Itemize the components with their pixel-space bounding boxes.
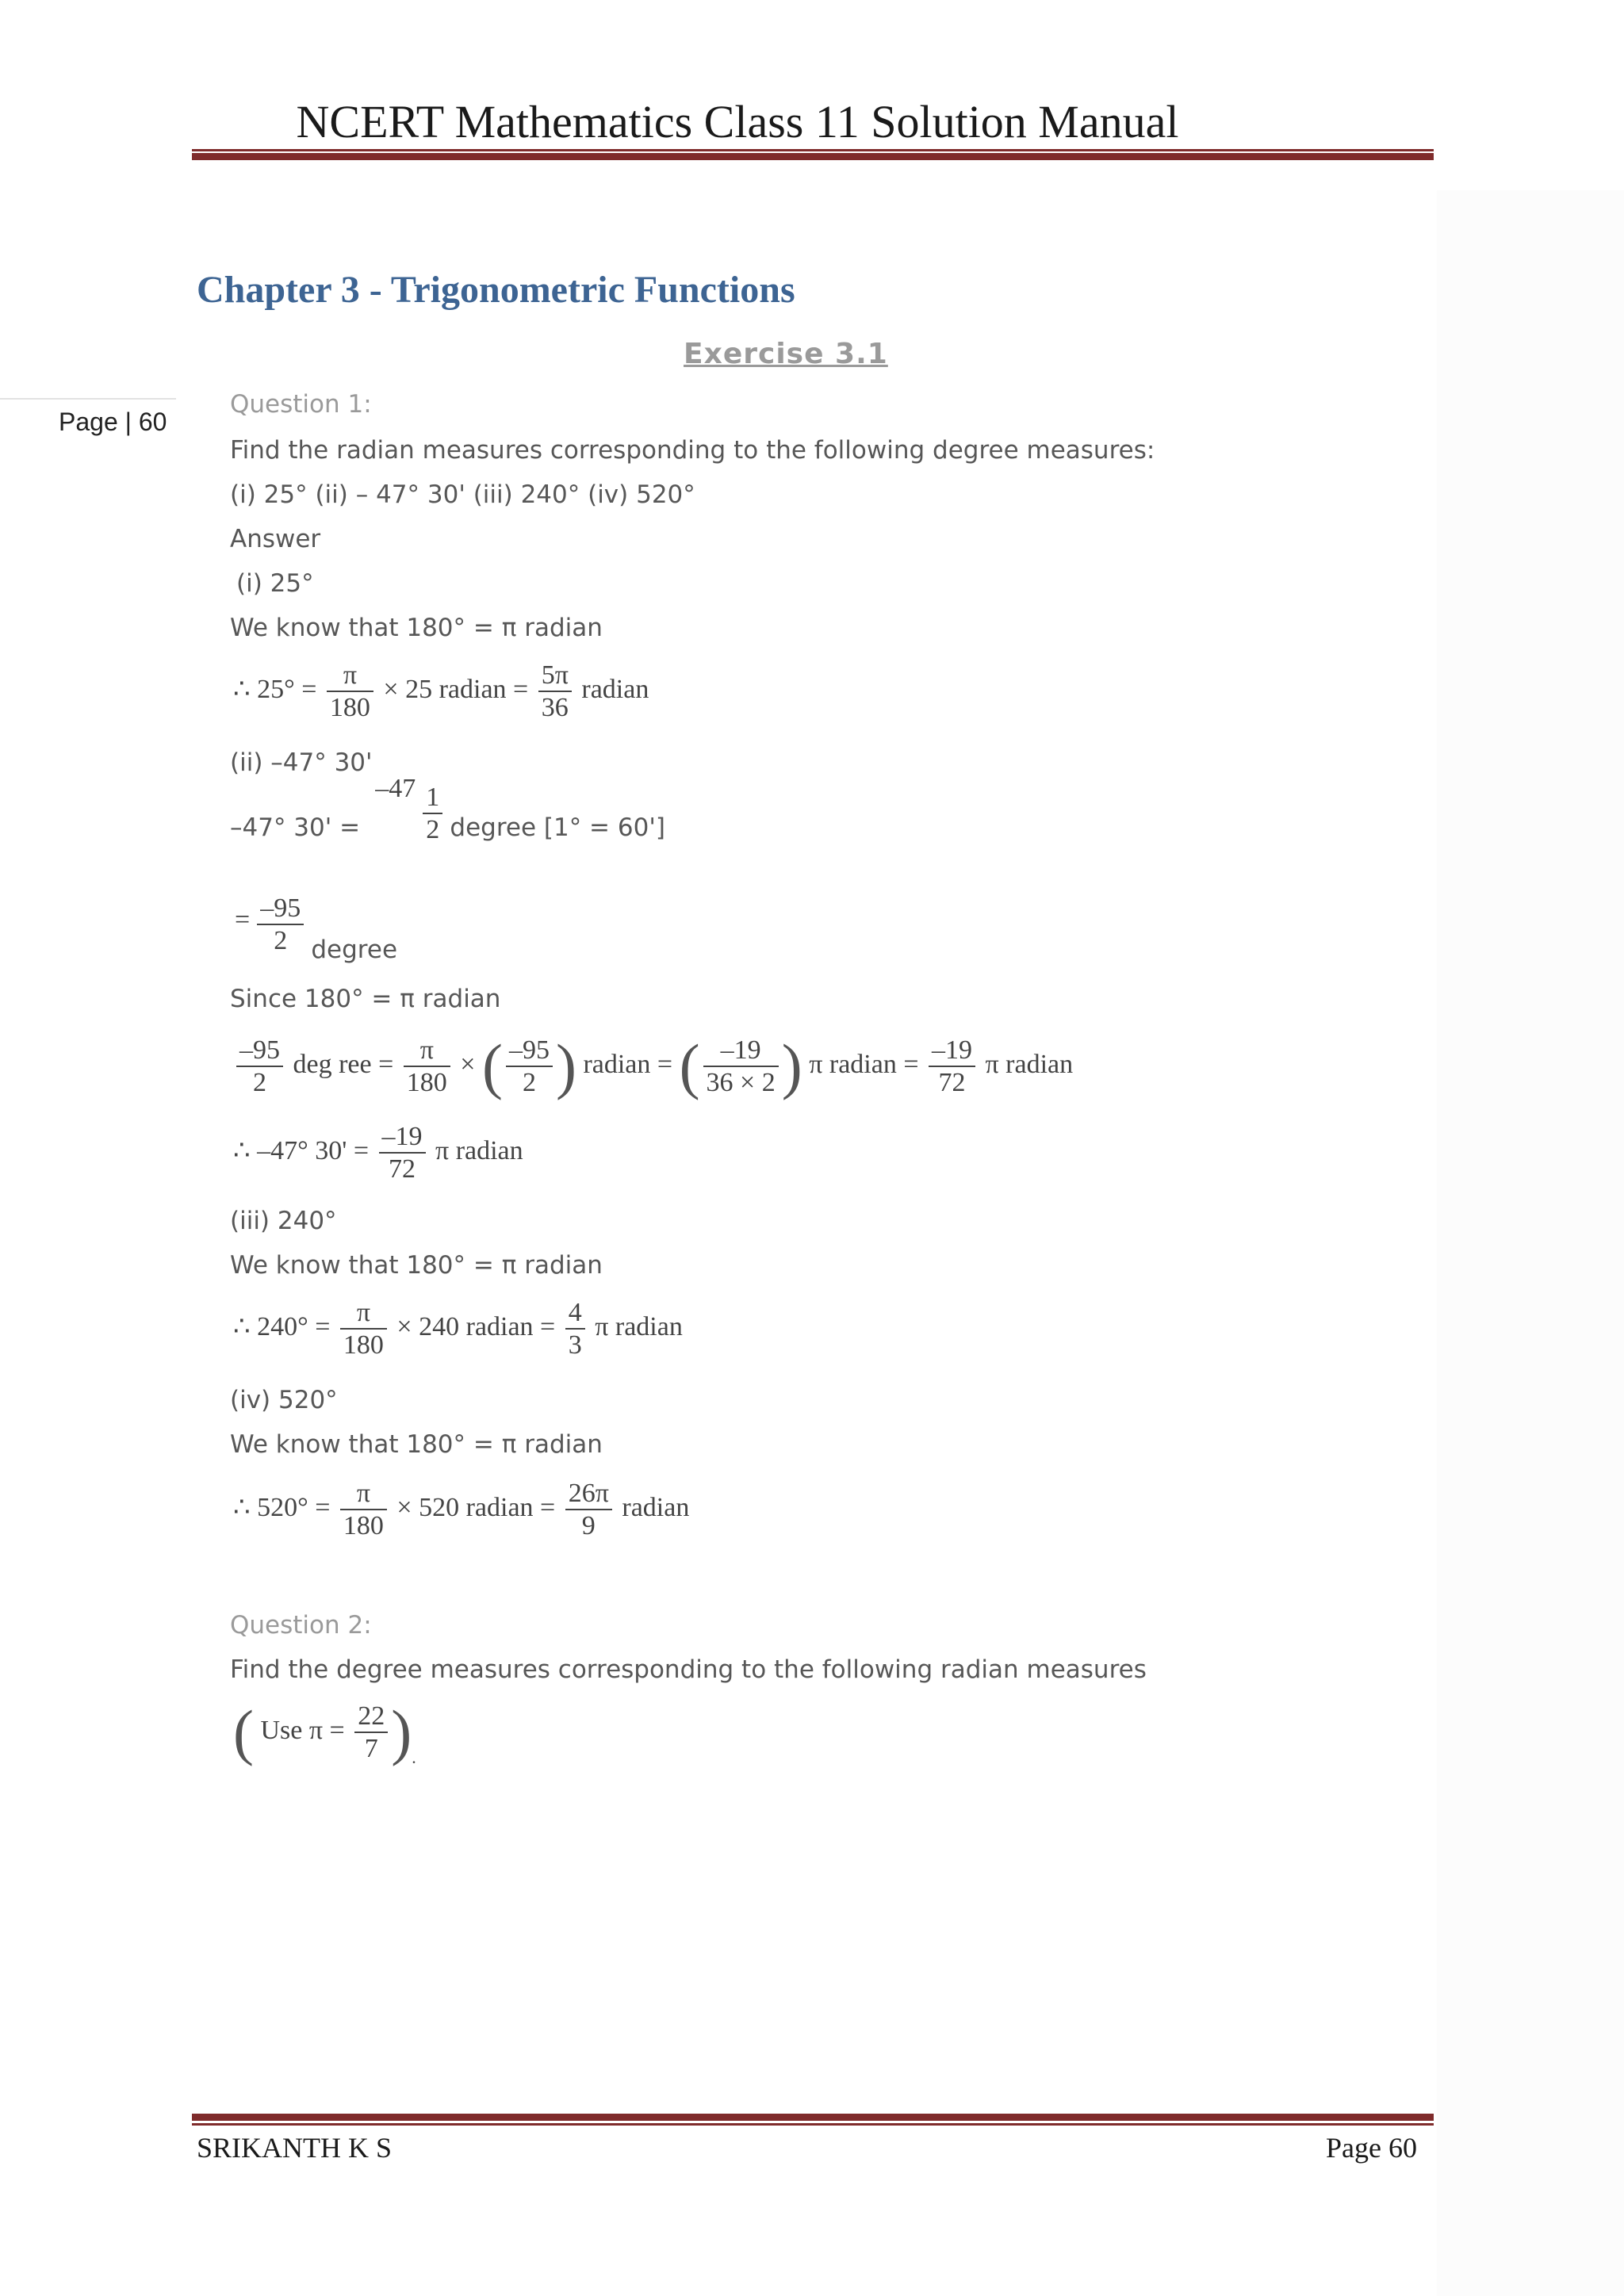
question-2-given [233, 1697, 416, 1768]
chapter-title: Chapter 3 - Trigonometric Functions [197, 269, 795, 311]
footer-rule-thick [192, 2114, 1434, 2121]
part-iii-heading: (iii) 240° [230, 1207, 337, 1235]
known-fact-3: We know that 180° = π radian [230, 1430, 603, 1459]
left-paren: ( [481, 1031, 503, 1100]
exercise-heading: Exercise 3.1 [684, 338, 888, 370]
part-iv-equation [233, 1478, 689, 1541]
left-paren: ( [679, 1031, 700, 1100]
fraction: $\frac{-19}{72}$ [929, 1035, 975, 1098]
part-ii-heading: (ii) –47° 30' [230, 748, 373, 777]
question-2-text: Find the degree measures corresponding to the following radian measures [230, 1655, 1147, 1684]
part-iv-heading: (iv) 520° [230, 1386, 338, 1414]
eq-lhs: ∴ –47° 30' = [233, 1135, 370, 1165]
right-paren: ) [781, 1031, 802, 1100]
answer-label: Answer [230, 525, 321, 553]
part-ii-equation-4 [233, 1121, 523, 1184]
question-1-parts: (i) 25° (ii) – 47° 30' (iii) 240° (iv) 520° [230, 480, 695, 509]
right-paren: ) [391, 1697, 412, 1766]
eq-mid: × 240 radian = [396, 1311, 556, 1341]
header-rule-thick [192, 153, 1434, 160]
footer-rule-thin [192, 2123, 1434, 2126]
part-ii-equation-1 [230, 774, 665, 859]
eq-text: deg ree = [293, 1049, 394, 1079]
trailing-dot: . [412, 1747, 416, 1767]
left-paren: ( [233, 1697, 254, 1766]
eq-end: π radian [595, 1311, 683, 1341]
fraction: $\frac{5\pi}{36}$ [538, 660, 572, 723]
eq-text: × [460, 1049, 476, 1079]
page-edge-shade [1437, 190, 1624, 2296]
question-2-label: Question 2: [230, 1611, 372, 1640]
footer-author: SRIKANTH K S [197, 2132, 393, 2164]
fraction: $\frac{\pi}{180}$ [340, 1478, 387, 1541]
question-1-label: Question 1: [230, 390, 372, 419]
question-1-text: Find the radian measures corresponding to the following degree measures: [230, 436, 1155, 465]
fraction: $\frac{1}{2}$ [423, 782, 442, 845]
fraction: $\frac{\pi}{180}$ [327, 660, 373, 723]
eq-text: π radian [985, 1049, 1074, 1079]
eq-end: radian [622, 1492, 690, 1522]
fraction: $\frac{-19}{36 \times 2}$ [703, 1035, 779, 1098]
use-pi-label: Use π = [260, 1715, 345, 1745]
eq-lhs: ∴ 25° = [233, 674, 317, 704]
eq-lhs: ∴ 240° = [233, 1311, 331, 1341]
known-fact-1: We know that 180° = π radian [230, 614, 603, 642]
eq-text: π radian = [809, 1049, 919, 1079]
equals-sign: = [235, 905, 251, 935]
page-header-title: NCERT Mathematics Class 11 Solution Manual [296, 96, 1179, 147]
eq-mid: × 520 radian = [396, 1492, 556, 1522]
side-page-number: Page | 60 [59, 408, 167, 436]
eq-lhs: ∴ 520° = [233, 1492, 331, 1522]
part-ii-equation-3 [233, 1031, 1073, 1102]
fraction: $\frac{-19}{72}$ [379, 1121, 426, 1184]
fraction: $\frac{\pi}{180}$ [340, 1297, 387, 1360]
eq-end: π radian [435, 1135, 523, 1165]
fraction: $\frac{\pi}{180}$ [404, 1035, 450, 1098]
known-fact-2: We know that 180° = π radian [230, 1251, 603, 1280]
fraction: $\frac{-95}{2}$ [236, 1035, 283, 1098]
right-paren: ) [555, 1031, 576, 1100]
eq-end: degree [311, 936, 398, 965]
eq-end: degree [1° = 60'] [450, 813, 665, 843]
eq-lhs: –47° 30' = [230, 813, 361, 843]
part-ii-equation-2 [235, 893, 398, 965]
eq-text: radian = [583, 1049, 673, 1079]
footer-page-number: Page 60 [1326, 2132, 1417, 2164]
fraction: $\frac{26\pi}{9}$ [565, 1478, 612, 1541]
eq-mid: × 25 radian = [383, 674, 529, 704]
part-i-heading: (i) 25° [236, 569, 314, 598]
header-rule-thin [192, 149, 1434, 151]
fraction: $\frac{-95}{2}$ [257, 893, 304, 956]
fraction: $\frac{-95}{2}$ [506, 1035, 553, 1098]
fraction: $\frac{22}{7}$ [354, 1701, 388, 1764]
side-page-rule [0, 398, 176, 400]
fraction: $\frac{4}{3}$ [565, 1297, 585, 1360]
part-iii-equation [233, 1297, 683, 1360]
since-statement: Since 180° = π radian [230, 985, 501, 1013]
eq-end: radian [581, 674, 649, 704]
mixed-whole: –47 [375, 774, 416, 803]
part-i-equation [233, 660, 649, 723]
